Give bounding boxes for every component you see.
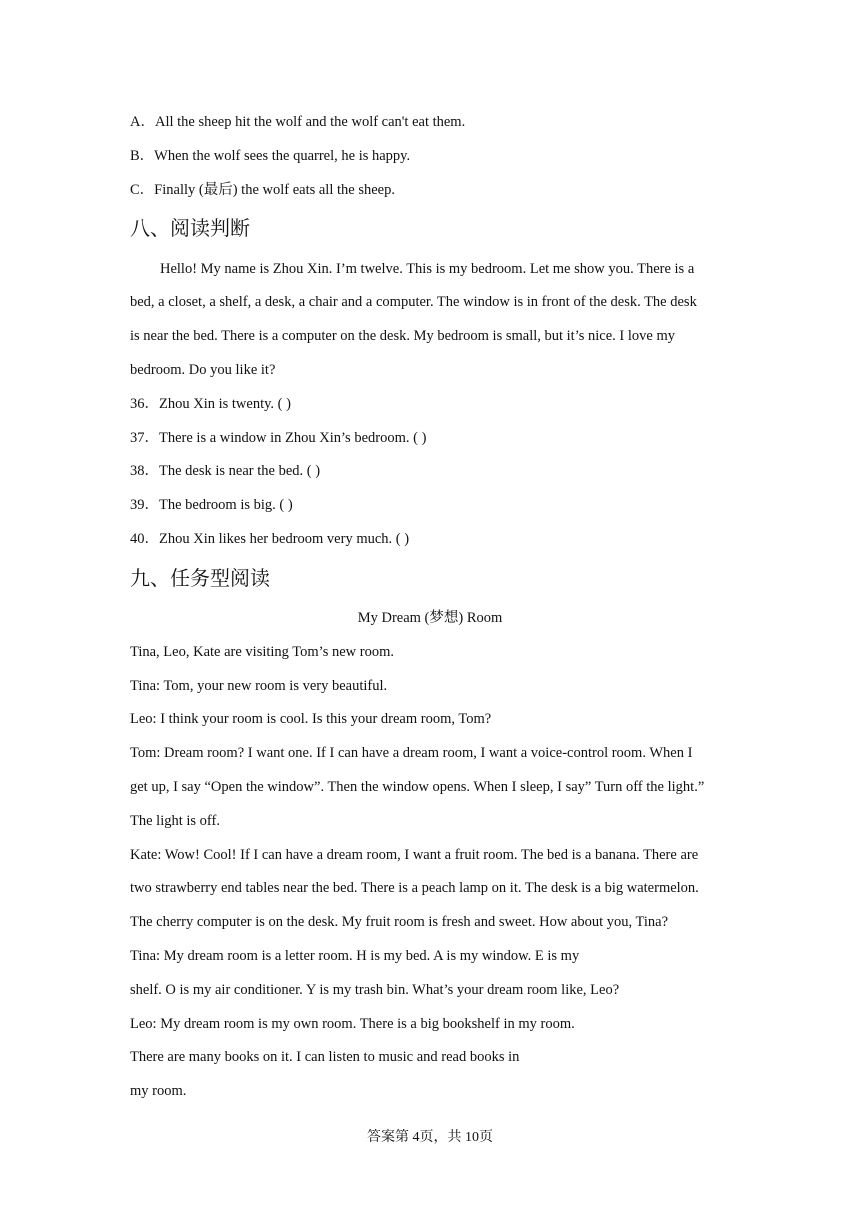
story-line: get up, I say “Open the window”. Then the window opens. When I sleep, I say” Turn off the light.” <box>130 779 705 795</box>
question-36: 36．Zhou Xin is twenty. ( ) <box>130 396 291 412</box>
story-line: Tina: Tom, your new room is very beautiful. <box>130 678 388 694</box>
question-39: 39．The bedroom is big. ( ) <box>130 497 293 513</box>
story-line: Leo: My dream room is my own room. There is a big bookshelf in my room. <box>130 1016 575 1032</box>
page-footer: 答案第 4页，共 10页 <box>367 1130 493 1145</box>
story-line: Kate: Wow! Cool! If I can have a dream room, I want a fruit room. The bed is a banana. There are <box>130 847 699 863</box>
story-line: my room. <box>130 1083 187 1099</box>
option-c: C．Finally (最后) the wolf eats all the sheep. <box>130 182 395 198</box>
story-line: There are many books on it. I can listen to music and read books in <box>130 1049 520 1065</box>
question-37: 37．There is a window in Zhou Xin’s bedroom. ( ) <box>130 430 427 446</box>
passage-line: bedroom. Do you like it? <box>130 362 276 378</box>
question-38: 38．The desk is near the bed. ( ) <box>130 463 321 479</box>
story-line: The cherry computer is on the desk. My fruit room is fresh and sweet. How about you, Tina? <box>130 914 669 930</box>
story-line: Leo: I think your room is cool. Is this your dream room, Tom? <box>130 711 492 727</box>
story-line: Tom: Dream room? I want one. If I can have a dream room, I want a voice-control room. When I <box>130 745 693 761</box>
section-9-heading: 九、任务型阅读 <box>130 566 270 590</box>
story-title: My Dream (梦想) Room <box>357 610 503 626</box>
story-line: Tina: My dream room is a letter room. H is my bed. A is my window. E is my <box>130 948 580 964</box>
option-a: A．All the sheep hit the wolf and the wolf can't eat them. <box>130 114 466 130</box>
story-line: shelf. O is my air conditioner. Y is my trash bin. What’s your dream room like, Leo? <box>130 982 620 998</box>
story-line: Tina, Leo, Kate are visiting Tom’s new room. <box>130 644 394 660</box>
question-40: 40．Zhou Xin likes her bedroom very much. ( ) <box>130 531 410 547</box>
section-8-heading: 八、阅读判断 <box>130 216 250 240</box>
story-line: two strawberry end tables near the bed. There is a peach lamp on it. The desk is a big watermelon. <box>130 880 699 896</box>
passage-line: Hello! My name is Zhou Xin. I’m twelve. This is my bedroom. Let me show you. There is a <box>160 261 695 277</box>
passage-line: is near the bed. There is a computer on the desk. My bedroom is small, but it’s nice. I love my <box>130 328 675 344</box>
story-line: The light is off. <box>130 813 220 829</box>
option-b: B．When the wolf sees the quarrel, he is happy. <box>130 148 411 164</box>
passage-line: bed, a closet, a shelf, a desk, a chair and a computer. The window is in front of the desk. The desk <box>130 294 697 310</box>
